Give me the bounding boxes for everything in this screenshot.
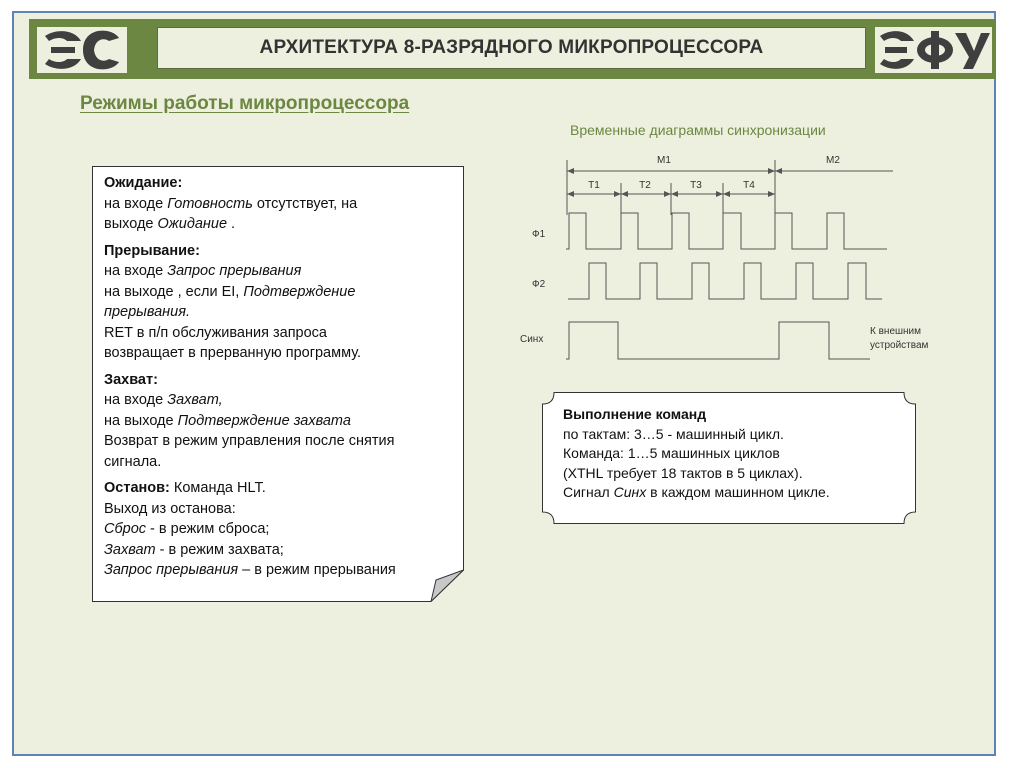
capture-text: сигнала. <box>104 453 162 470</box>
execution-line: по тактам: 3…5 - машинный цикл. <box>563 425 784 442</box>
sync-waveform <box>566 322 870 359</box>
phi1-label: Ф1 <box>532 229 546 240</box>
execution-text <box>563 405 908 503</box>
capture-text: на входе <box>104 392 168 408</box>
sync-label: Синх <box>520 334 544 345</box>
t4-label: T4 <box>743 180 755 191</box>
execution-line: (XTHL требует 18 тактов в 5 циклах). <box>563 464 803 481</box>
phi2-waveform <box>568 263 882 299</box>
external-devices-label-2: устройствам <box>870 340 929 351</box>
halt-block <box>104 478 459 581</box>
section-subtitle: Режимы работы микропроцессора <box>80 93 410 114</box>
execution-line: Команда: 1…5 машинных циклов <box>563 445 780 461</box>
wait-signal: Ожидание <box>157 216 228 232</box>
capture-text: на выходе <box>104 412 178 429</box>
interrupt-heading: Прерывание: <box>104 242 200 259</box>
page-title: АРХИТЕКТУРА 8-РАЗРЯДНОГО МИКРОПРОЦЕССОРА <box>259 37 764 58</box>
timing-diagram <box>510 150 950 365</box>
execution-sync-signal: Синх <box>613 484 647 500</box>
diagram-title: Временные диаграммы синхронизации <box>570 122 826 138</box>
m1-label: M1 <box>657 155 671 166</box>
halt-reset-signal: Сброс <box>104 521 147 537</box>
halt-interrupt-signal: Запрос прерывания <box>104 562 239 578</box>
logo-left <box>37 27 127 73</box>
interrupt-text: RET в п/п обслуживания запроса <box>104 324 327 341</box>
capture-ack-signal: Подтверждение захвата <box>177 412 351 429</box>
halt-text: - в режим захвата; <box>155 541 284 558</box>
execution-scroll <box>542 392 916 524</box>
interrupt-request-signal: Запрос прерывания <box>167 263 302 279</box>
interrupt-ack-signal-cont: прерывания. <box>104 304 190 320</box>
t3-label: T3 <box>690 180 702 191</box>
modes-note <box>92 166 464 602</box>
wait-text: на входе <box>104 195 168 212</box>
halt-heading: Останов: <box>104 480 170 496</box>
interrupt-text: на входе <box>104 263 168 279</box>
external-devices-label-1: К внешним <box>870 326 922 337</box>
wait-ready-signal: Готовность <box>167 195 253 212</box>
halt-text: Выход из останова: <box>104 500 236 517</box>
t1-label: T1 <box>588 180 600 191</box>
halt-text: - в режим сброса; <box>146 521 270 537</box>
execution-heading: Выполнение команд <box>563 406 707 422</box>
wait-text: выходе <box>104 216 158 232</box>
wait-heading: Ожидание: <box>104 175 183 191</box>
note-text <box>104 173 459 587</box>
wait-text: . <box>227 216 236 232</box>
interrupt-block <box>104 241 459 364</box>
capture-text: Возврат в режим управления после снятия <box>104 433 395 449</box>
interrupt-text: возвращает в прерванную программу. <box>104 345 362 361</box>
m2-label: M2 <box>826 155 840 166</box>
phi1-waveform <box>566 213 887 249</box>
title-box <box>157 27 866 69</box>
wait-text: отсутствует, на <box>252 195 358 212</box>
logo-right <box>875 27 992 73</box>
interrupt-text: на выходе , если EI, <box>104 283 244 300</box>
interrupt-ack-signal: Подтверждение <box>243 283 356 300</box>
capture-heading: Захват: <box>104 371 158 388</box>
wait-block <box>104 173 459 235</box>
execution-line: Сигнал <box>563 484 614 500</box>
t2-label: T2 <box>639 180 651 191</box>
capture-signal: Захват, <box>167 392 223 408</box>
phi2-label: Ф2 <box>532 279 546 290</box>
execution-line: в каждом машинном цикле. <box>646 484 830 500</box>
halt-text: Команда HLT. <box>169 480 266 496</box>
halt-text: – в режим прерывания <box>238 562 396 578</box>
halt-capture-signal: Захват <box>104 541 156 558</box>
capture-block <box>104 370 459 473</box>
logo-es-icon <box>37 27 127 73</box>
logo-efu-icon <box>875 27 992 73</box>
